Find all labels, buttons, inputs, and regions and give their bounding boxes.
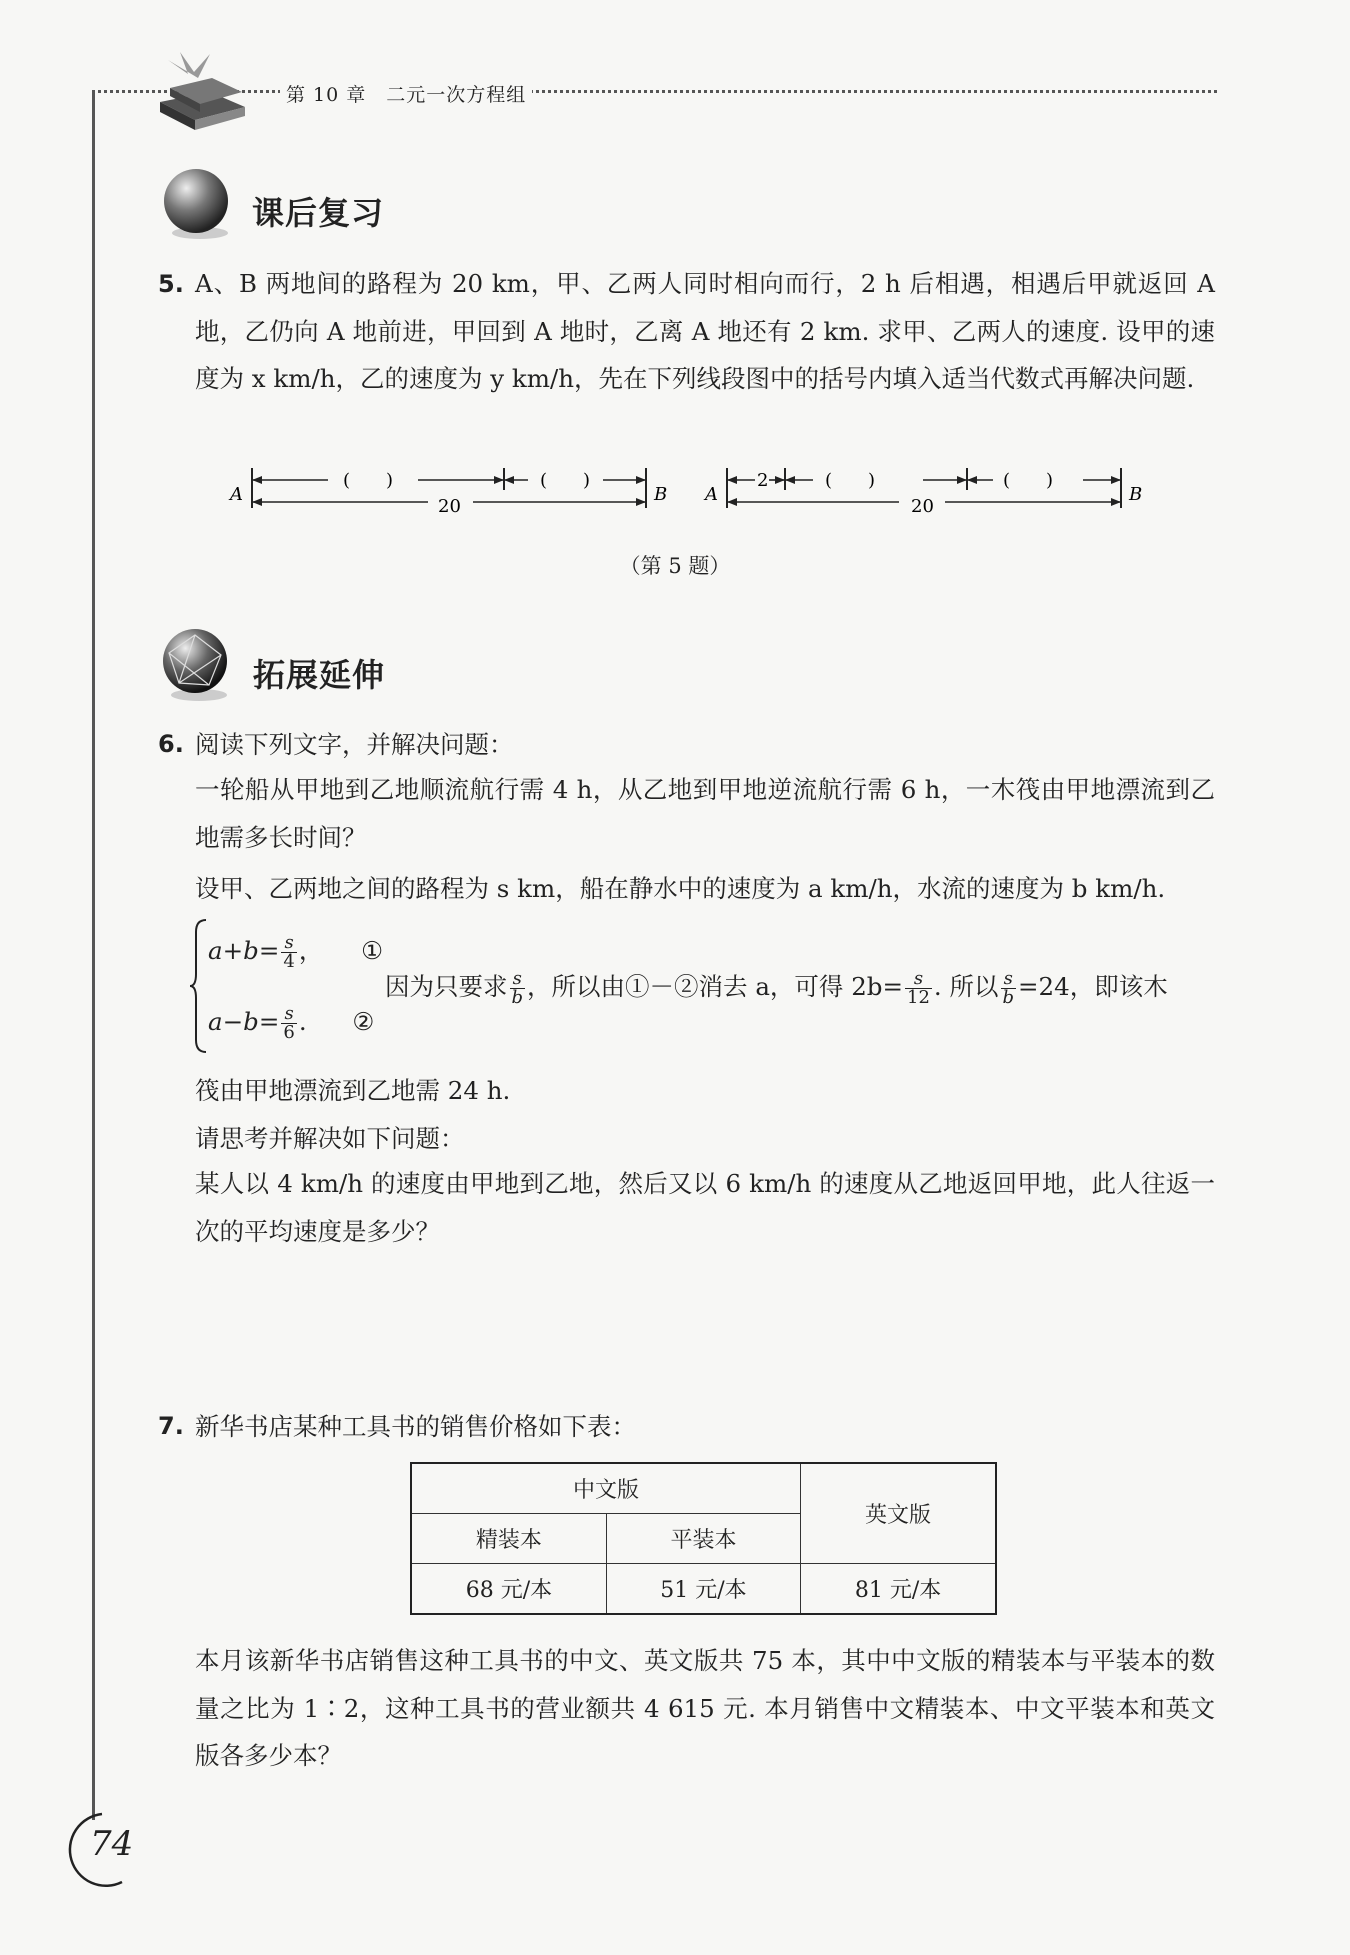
problem-6-answer: 筏由甲地漂流到乙地需 24 h. [195,1076,511,1105]
section-title-review: 课后复习 [252,194,385,232]
problem-number: 5. [158,270,184,298]
blank-label: ( ) [540,470,591,491]
page-number: 74 [62,1810,142,1890]
segment-2-label: 2 [757,470,769,491]
problem-7-intro: 新华书店某种工具书的销售价格如下表： [195,1412,636,1441]
problem-6-prompt: 请思考并解决如下问题： [195,1124,465,1153]
price-hardcover: 68 元/本 [411,1564,606,1615]
segment-diagram-2 [703,466,1143,526]
equation-1: a+b= $\frac{s}{4}$ ， ① [208,932,384,972]
brace-icon [190,918,210,1054]
segment-diagram-1 [228,466,668,526]
problem-7-text: 本月该新华书店销售这种工具书的中文、英文版共 75 本，其中中文版的精装本与平装本的数量之比为 1∶2，这种工具书的营业额共 4 615 元. 本月销售中文精装本、中文平装本和英文版各多少本？ [195,1646,1215,1770]
equation-2: a−b= $\frac{s}{6}$ . ② [208,1003,375,1043]
fraction-s-over-6: $\frac{s}{6}$ [283,1003,295,1043]
point-a-label: A [705,484,718,505]
header-chinese-edition: 中文版 [411,1463,801,1514]
chapter-header: 第 10 章 二元一次方程组 [280,80,532,107]
price-table [410,1462,997,1615]
fraction-s-over-4: $\frac{s}{4}$ [283,932,295,972]
problem-5-text: A、B 两地间的路程为 20 km，甲、乙两人同时相向而行，2 h 后相遇，相遇后甲就返回 A 地，乙仍向 A 地前进，甲回到 A 地时，乙离 A 地还有 2 km. 求甲、乙两人的速度. 设甲的速度为 x km/h，乙的速度为 y km/h，先在下列线段图中的括号内填入适当代数式再解决问题. [195,269,1215,393]
blank-label: ( ) [825,470,876,491]
problem-number: 6. [158,730,184,758]
point-a-label: A [230,484,243,505]
total-label: 20 [911,496,934,517]
header-hardcover: 精装本 [411,1514,606,1564]
point-b-label: B [1129,484,1143,505]
sphere-icon [158,165,236,243]
header-rule [92,90,1217,93]
figure-caption: （第 5 题） [619,554,731,578]
problem-6-boat-question: 一轮船从甲地到乙地顺流航行需 4 h，从乙地到甲地逆流航行需 6 h，一木筏由甲地漂流到乙地需多长时间？ [195,775,1215,852]
price-english: 81 元/本 [801,1564,996,1615]
total-label: 20 [438,496,461,517]
header-paperback: 平装本 [606,1514,800,1564]
problem-6-question: 某人以 4 km/h 的速度由甲地到乙地，然后又以 6 km/h 的速度从乙地返回甲地，此人往返一次的平均速度是多少？ [195,1169,1215,1246]
margin-rule [92,90,95,1820]
blank-label: ( ) [1003,470,1054,491]
section-title-extension: 拓展延伸 [253,656,386,694]
eq2-marker: ② [352,1007,375,1036]
point-b-label: B [654,484,668,505]
eq1-marker: ① [361,936,384,965]
blank-label: ( ) [343,470,394,491]
eq1-left: a+b= [208,936,280,965]
globe-icon [155,625,235,705]
problem-6-intro: 阅读下列文字，并解决问题： [195,730,514,759]
books-icon [150,52,255,132]
price-paperback: 51 元/本 [606,1564,800,1615]
problem-6-setup: 设甲、乙两地之间的路程为 s km，船在静水中的速度为 a km/h，水流的速度为 b km/h. [195,874,1166,903]
problem-number: 7. [158,1412,184,1440]
header-english-edition: 英文版 [801,1463,996,1564]
eq2-left: a−b= [208,1007,280,1036]
solution-explanation: 因为只要求 $\frac{s}{b}$ ，所以由①－②消去 a，可得 2b= $\frac{s}{12}$ . 所以 $\frac{s}{b}$ =24，即该木 [385,968,1168,1008]
